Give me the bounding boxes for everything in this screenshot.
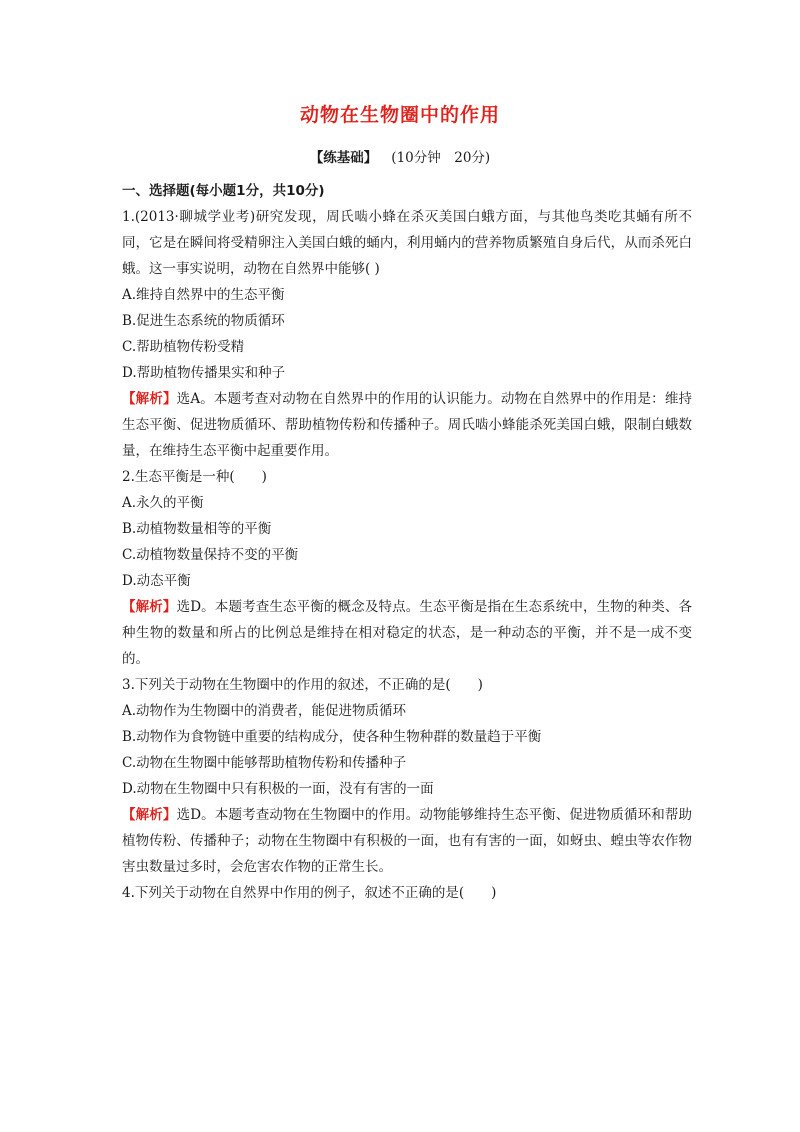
- option: A.维持自然界中的生态平衡: [122, 287, 285, 303]
- analysis: [122, 386, 692, 464]
- analysis-text: 选D。本题考查动物在生物圈中的作用。动物能够维持生态平衡、促进物质循环和帮助植物传粉、传播种子；动物在生物圈中有积极的一面，也有有害的一面，如蚜虫、蝗虫等农作物害虫数量过多时，会危害农作物的正常生长。: [122, 807, 693, 875]
- section-heading: 一、选择题(每小题1分，共10分): [122, 183, 325, 199]
- question-stem: 1.(2013·聊城学业考)研究发现，周氏啮小蜂在杀灭美国白蛾方面，与其他鸟类吃其蛹有所不同，它是在瞬间将受精卵注入美国白蛾的蛹内，利用蛹内的营养物质繁殖自身后代，从而杀死白蛾。这一事实说明，动物在自然界中能够( ): [122, 209, 692, 277]
- question-stem: 4.下列关于动物在自然界中作用的例子，叙述不正确的是( ): [122, 885, 497, 901]
- option: A.永久的平衡: [122, 495, 204, 511]
- question-stem: 2.生态平衡是一种( ): [122, 469, 267, 485]
- option: C.帮助植物传粉受精: [122, 339, 245, 355]
- option: C.动物在生物圈中能够帮助植物传粉和传播种子: [122, 755, 407, 771]
- analysis-text: 选A。本题考查对动物在自然界中的作用的认识能力。动物在自然界中的作用是：维持生态平衡、促进物质循环、帮助植物传粉和传播种子。周氏啮小蜂能杀死美国白蛾，限制白蛾数量，在维持生态平衡中起重要作用。: [122, 391, 693, 459]
- option: D.动态平衡: [122, 573, 191, 589]
- practice-label: 【练基础】: [309, 150, 378, 166]
- analysis: [122, 802, 692, 880]
- analysis-tag: 【解析】: [122, 391, 177, 407]
- option: C.动植物数量保持不变的平衡: [122, 547, 299, 563]
- analysis-tag: 【解析】: [122, 599, 177, 615]
- option: B.促进生态系统的物质循环: [122, 313, 285, 329]
- question-content: [122, 178, 692, 906]
- page-title: 动物在生物圈中的作用: [299, 104, 500, 126]
- option: B.动植物数量相等的平衡: [122, 521, 272, 537]
- analysis-tag: 【解析】: [122, 807, 177, 823]
- time-score: (10分钟 20分): [391, 150, 491, 166]
- option: D.动物在生物圈中只有积极的一面，没有有害的一面: [122, 781, 434, 797]
- question-stem: 3.下列关于动物在生物圈中的作用的叙述，不正确的是( ): [122, 677, 483, 693]
- analysis: [122, 594, 692, 672]
- analysis-text: 选D。本题考查生态平衡的概念及特点。生态平衡是指在生态系统中，生物的种类、各种生物的数量和所占的比例总是维持在相对稳定的状态，是一种动态的平衡，并不是一成不变的。: [122, 599, 693, 667]
- option: B.动物作为食物链中重要的结构成分，使各种生物种群的数量趋于平衡: [122, 729, 542, 745]
- subtitle: [0, 146, 800, 166]
- option: A.动物作为生物圈中的消费者，能促进物质循环: [122, 703, 407, 719]
- option: D.帮助植物传播果实和种子: [122, 365, 286, 381]
